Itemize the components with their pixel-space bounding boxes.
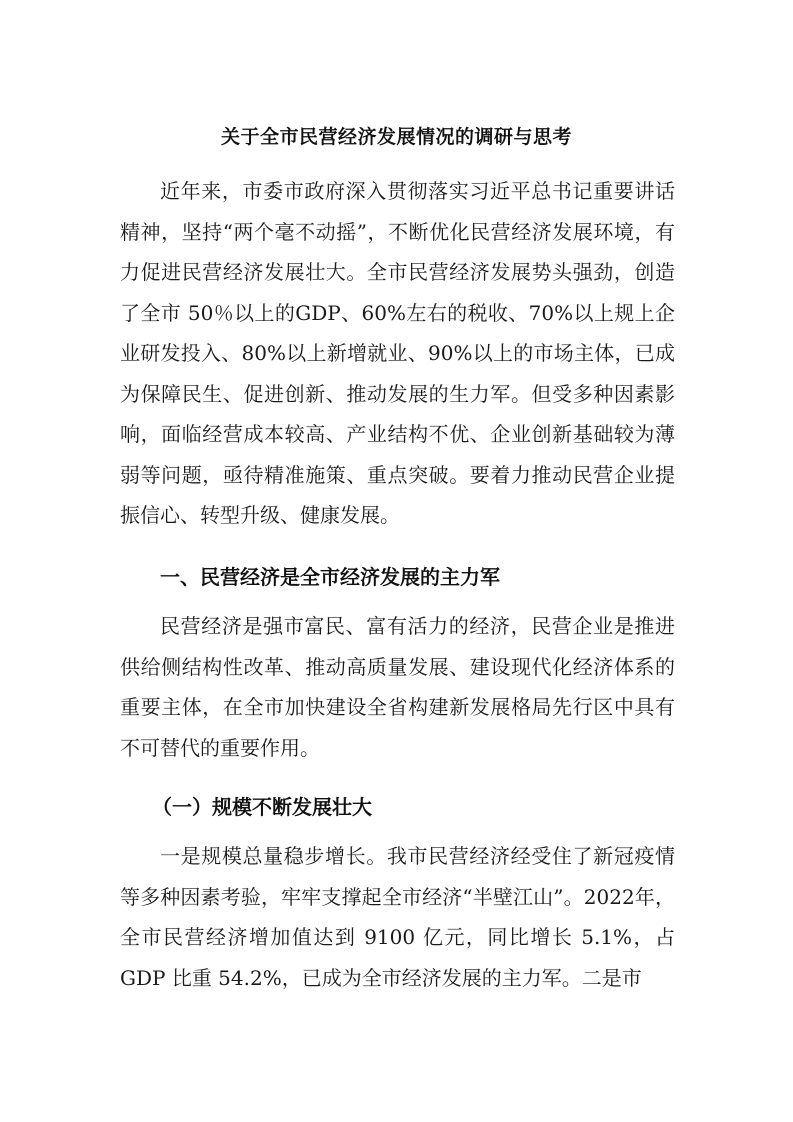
subsection-paragraph: 一是规模总量稳步增长。我市民营经济经受住了新冠疫情等多种因素考验，牢牢支撑起全市经济“半壁江山”。2022年，全市民营经济增加值达到 9100 亿元，同比增长 5.1%，占 GDP 比重 54.2%，已成为全市经济发展的主力军。二是市 bbox=[120, 844, 675, 990]
subsection-heading: （一）规模不断发展壮大 bbox=[152, 795, 372, 819]
section-heading: 一、民营经济是全市经济发展的主力军 bbox=[160, 565, 500, 589]
page-title: 关于全市民营经济发展情况的调研与思考 bbox=[220, 126, 572, 148]
intro-paragraph: 近年来，市委市政府深入贯彻落实习近平总书记重要讲话精神，坚持“两个毫不动摇”，不断优化民营经济发展环境，有力促进民营经济发展壮大。全市民营经济发展势头强劲，创造了全市 50％以上的GDP、60%左右的税收、70%以上规上企业研发投入、80%以上新增就业、90%以上的市场主体，已成为保障民生、促进创新、推动发展的生力军。但受多种因素影响，面临经营成本较高、产业结构不优、企业创新基础较为薄弱等问题，亟待精准施策、重点突破。要着力推动民营企业提振信心、转型升级、健康发展。 bbox=[120, 179, 675, 527]
section-paragraph: 民营经济是强市富民、富有活力的经济，民营企业是推进供给侧结构性改革、推动高质量发展、建设现代化经济体系的重要主体，在全市加快建设全省构建新发展格局先行区中具有不可替代的重要作用。 bbox=[120, 614, 675, 760]
